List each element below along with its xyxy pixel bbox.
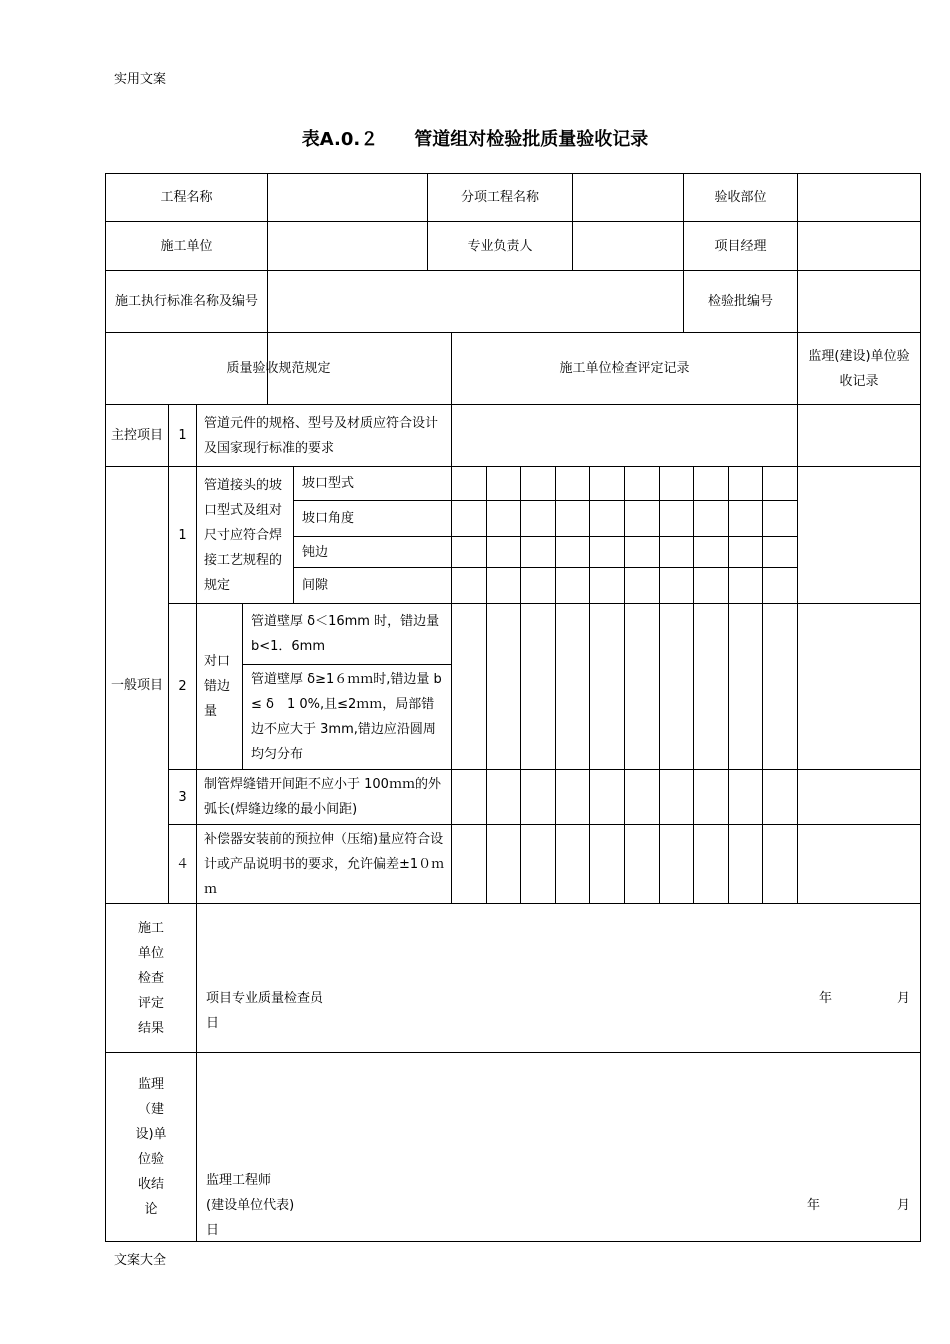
sub-project-label: 分项工程名称 — [460, 190, 539, 205]
page-footer: 文案大全 — [114, 1253, 167, 1268]
general-item1-number: 1 — [178, 527, 187, 543]
result-year: 年 — [819, 991, 833, 1006]
wall-thickness-under-16-rule: 管道壁厚 δ＜16mm 时，错边量 b<1．6mm — [251, 614, 440, 654]
groove-type-label: 坡口型式 — [302, 476, 355, 491]
general-item2-text: 对口错边量 — [204, 654, 231, 719]
main-control-label: 主控项目 — [110, 428, 163, 443]
spec-header: 质量验收规范规定 — [226, 361, 331, 376]
result-month: 月 — [897, 991, 911, 1006]
conclusion-label: 监理（建设)单位验收结论 — [135, 1077, 167, 1217]
result-day: 日 — [206, 1016, 220, 1031]
general-item3-text: 制管焊缝错开间距不应小于 100ｍｍ的外弧长(焊缝边缘的最小间距) — [204, 777, 441, 817]
supervising-engineer-label: 监理工程师 — [206, 1173, 272, 1188]
quality-inspector-label: 项目专业质量检查员 — [206, 991, 324, 1006]
project-manager-label: 项目经理 — [714, 238, 767, 254]
supervision-record-header: 监理(建设)单位验收记录 — [808, 348, 910, 389]
groove-angle-label: 坡口角度 — [302, 511, 355, 526]
owner-representative-label: (建设单位代表) — [206, 1198, 295, 1213]
general-item1-text: 管道接头的坡口型式及组对尺寸应符合焊接工艺规程的规定 — [204, 477, 283, 593]
page-header: 实用文案 — [114, 72, 167, 87]
batch-number-label: 检验批编号 — [707, 294, 773, 309]
standard-label: 施工执行标准名称及编号 — [114, 294, 258, 309]
wall-thickness-over-16-rule: 管道壁厚 δ≥1６ｍｍ时,错边量 b ≤ δ 1 0%,且≤2ｍｍ，局部错边不应大于 3mm,错边应沿圆周均匀分布 — [251, 672, 442, 762]
general-item4-text: 补偿器安装前的预拉伸（压缩)量应符合设计或产品说明书的要求，允许偏差±1０ｍｍ — [204, 831, 445, 897]
general-item4-number: ４ — [175, 856, 189, 872]
root-face-label: 钝边 — [302, 544, 329, 560]
conclusion-month: 月 — [897, 1198, 911, 1213]
general-item3-number: 3 — [178, 789, 187, 805]
acceptance-part-label: 验收部位 — [714, 190, 767, 205]
general-label: 一般项目 — [110, 677, 163, 693]
main-item-text: 管道元件的规格、型号及材质应符合设计及国家现行标准的要求 — [204, 415, 439, 456]
conclusion-day: 日 — [206, 1223, 220, 1238]
construction-record-header: 施工单位检查评定记录 — [559, 361, 690, 376]
result-label: 施工单位检查评定结果 — [137, 920, 164, 1036]
general-item2-number: 2 — [178, 679, 187, 694]
page-title: 表A.0.２ 管道组对检验批质量验收记录 — [301, 129, 649, 150]
construction-unit-label: 施工单位 — [160, 238, 213, 254]
gap-label: 间隙 — [302, 578, 329, 593]
conclusion-year: 年 — [807, 1198, 821, 1213]
professional-leader-label: 专业负责人 — [467, 238, 533, 254]
project-name-label: 工程名称 — [160, 190, 213, 205]
main-item-number: 1 — [178, 428, 187, 443]
